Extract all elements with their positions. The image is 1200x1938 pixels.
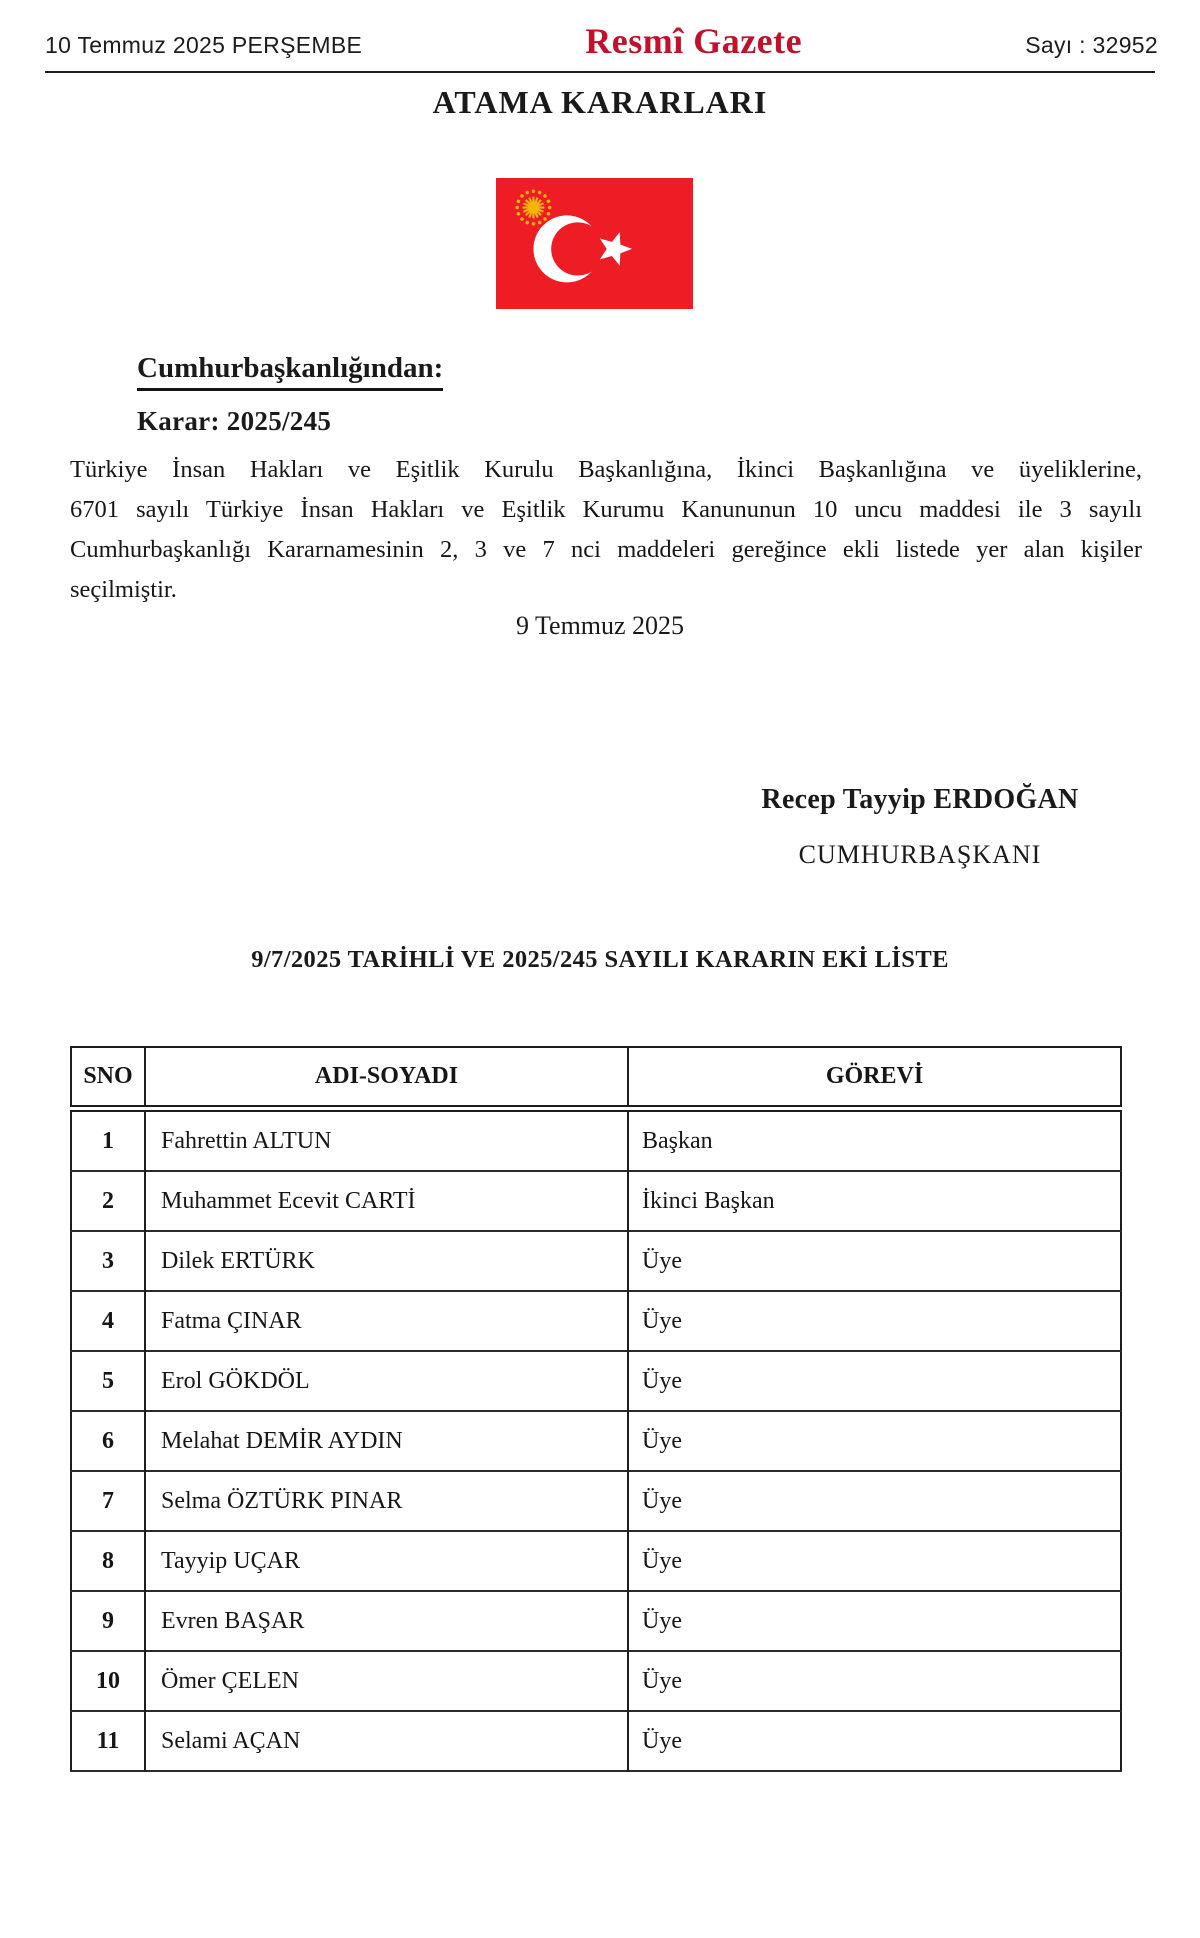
signature-block	[720, 784, 1120, 870]
row-role: Üye	[642, 1727, 682, 1754]
table-row	[71, 1171, 1121, 1231]
masthead-issue-number: Sayı : 32952	[1025, 32, 1158, 58]
row-sno: 9	[71, 1591, 145, 1651]
masthead-divider	[45, 71, 1155, 73]
decree-date: 9 Temmuz 2025	[515, 611, 685, 640]
row-role: Üye	[642, 1307, 682, 1334]
decree-body-line: Türkiye İnsan Hakları ve Eşitlik Kurulu Başkanlığına, İkinci Başkanlığına ve üyeliklerine,	[70, 456, 1142, 483]
signatory-title: CUMHURBAŞKANI	[798, 840, 1042, 869]
row-name: Evren BAŞAR	[145, 1591, 628, 1651]
table-row	[71, 1291, 1121, 1351]
row-role: Üye	[642, 1667, 682, 1694]
column-header-sno: SNO	[71, 1047, 145, 1109]
table-header-row	[71, 1047, 1121, 1109]
table-row	[71, 1711, 1121, 1771]
row-name: Selami AÇAN	[145, 1711, 628, 1771]
row-sno: 1	[71, 1109, 145, 1172]
row-name: Tayyip UÇAR	[145, 1531, 628, 1591]
row-role: Üye	[642, 1247, 682, 1274]
annex-table	[70, 1046, 1122, 1772]
decree-number: Karar: 2025/245	[137, 406, 332, 436]
decree-body	[70, 450, 1142, 610]
row-role: Başkan	[642, 1127, 713, 1154]
table-row	[71, 1591, 1121, 1651]
row-name: Muhammet Ecevit CARTİ	[145, 1171, 628, 1231]
row-name: Melahat DEMİR AYDIN	[145, 1411, 628, 1471]
row-role: Üye	[642, 1487, 682, 1514]
masthead	[45, 20, 1158, 62]
row-sno: 6	[71, 1411, 145, 1471]
table-row	[71, 1231, 1121, 1291]
page-title: ATAMA KARARLARI	[432, 84, 768, 120]
table-row	[71, 1471, 1121, 1531]
row-sno: 4	[71, 1291, 145, 1351]
row-role: Üye	[642, 1367, 682, 1394]
table-row	[71, 1531, 1121, 1591]
turkish-presidential-flag	[496, 178, 693, 309]
row-name: Erol GÖKDÖL	[145, 1351, 628, 1411]
masthead-title: Resmî Gazete	[585, 21, 803, 61]
table-row	[71, 1109, 1121, 1172]
table-row	[71, 1411, 1121, 1471]
row-role: Üye	[642, 1607, 682, 1634]
row-sno: 3	[71, 1231, 145, 1291]
column-header-role: GÖREVİ	[628, 1047, 1121, 1109]
decree-body-line: Cumhurbaşkanlığı Kararnamesinin 2, 3 ve 7 nci maddeleri gereğince ekli listede yer alan kişiler	[70, 536, 1142, 563]
row-role: Üye	[642, 1547, 682, 1574]
row-name: Fatma ÇINAR	[145, 1291, 628, 1351]
row-name: Fahrettin ALTUN	[145, 1109, 628, 1172]
row-sno: 2	[71, 1171, 145, 1231]
row-sno: 11	[71, 1711, 145, 1771]
row-role: Üye	[642, 1427, 682, 1454]
row-name: Dilek ERTÜRK	[145, 1231, 628, 1291]
decree-body-line: 6701 sayılı Türkiye İnsan Hakları ve Eşitlik Kurumu Kanununun 10 uncu maddesi ile 3 sayılı	[70, 496, 1142, 523]
column-header-name: ADI-SOYADI	[145, 1047, 628, 1109]
table-row	[71, 1651, 1121, 1711]
table-row	[71, 1351, 1121, 1411]
issuing-authority: Cumhurbaşkanlığından:	[137, 352, 443, 391]
masthead-date: 10 Temmuz 2025 PERŞEMBE	[45, 32, 363, 58]
row-sno: 7	[71, 1471, 145, 1531]
annex-heading: 9/7/2025 TARİHLİ VE 2025/245 SAYILI KARARIN EKİ LİSTE	[251, 946, 949, 973]
signatory-name: Recep Tayyip ERDOĞAN	[761, 784, 1079, 815]
row-sno: 8	[71, 1531, 145, 1591]
row-sno: 10	[71, 1651, 145, 1711]
row-sno: 5	[71, 1351, 145, 1411]
row-name: Selma ÖZTÜRK PINAR	[145, 1471, 628, 1531]
decree-body-line: seçilmiştir.	[70, 576, 177, 603]
row-name: Ömer ÇELEN	[145, 1651, 628, 1711]
row-role: İkinci Başkan	[642, 1187, 775, 1214]
